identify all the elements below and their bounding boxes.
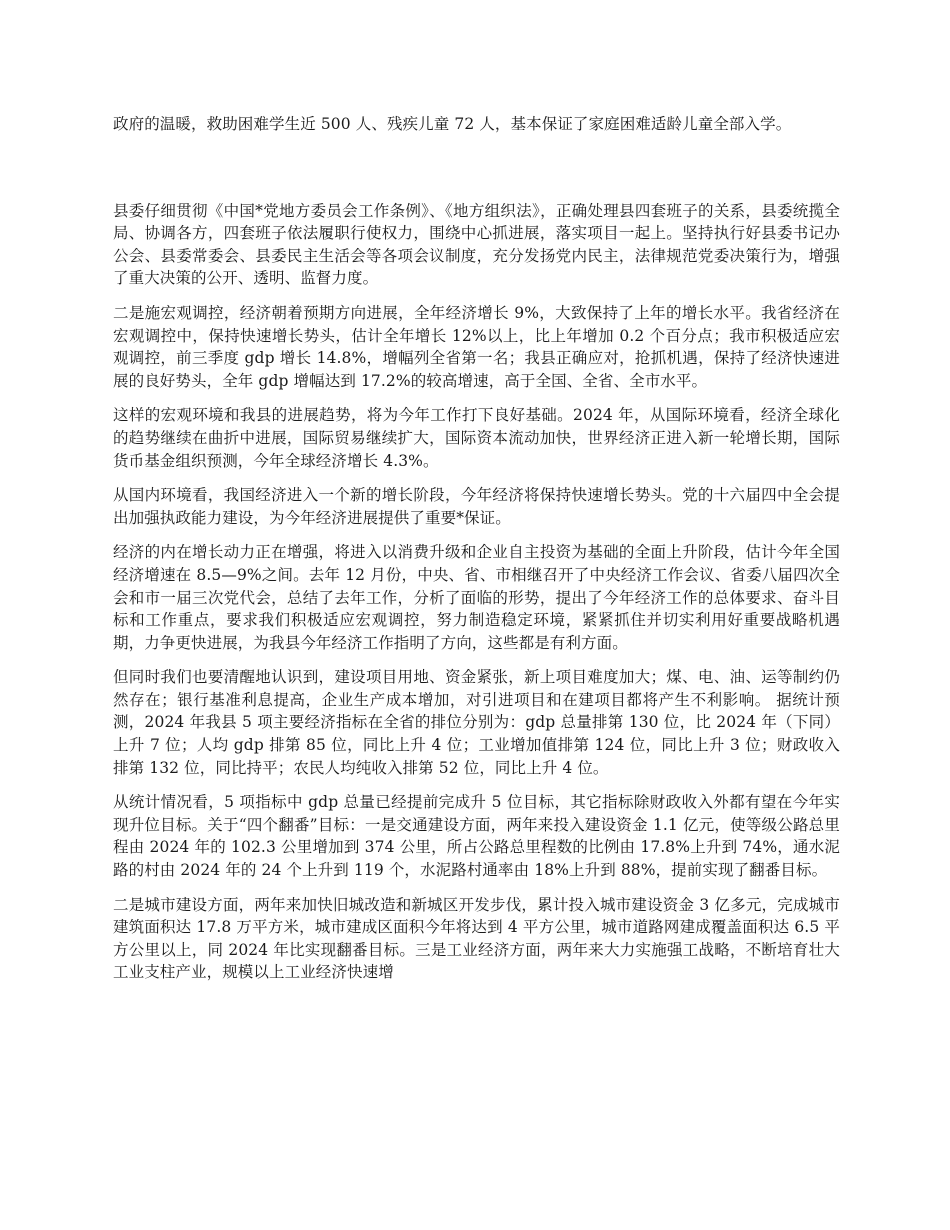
paragraph-county-committee: 县委仔细贯彻《中国*党地方委员会工作条例》、《地方组织法》，正确处理县四套班子的关系，县委统揽全局、协调各方，四套班子依法履职行使权力，围绕中心抓进展，落实项目一起上。坚持执行好县委书记办公会、县委常委会、县委民主生活会等各项会议制度，充分发扬党内民主，法律规范党委决策行为，增强了重大决策的公开、透明、监督力度。 <box>113 201 840 288</box>
paragraph-macro-control: 二是施宏观调控，经济朝着预期方向进展，全年经济增长 9%，大致保持了上年的增长水平。我省经济在宏观调控中，保持快速增长势头，估计全年增长 12%以上，比上年增加 0.2 个百分点；我市积极适应宏观调控，前三季度 gdp 增长 14.8%，增幅列全省第一名；我县正确应对，抢抓机遇，保持了经济快速进展的良好势头，全年 gdp 增幅达到 17.2%的较高增速，高于全国、全省、全市水平。 <box>113 303 840 390</box>
paragraph-education-aid: 政府的温暖，救助困难学生近 500 人、残疾儿童 72 人，基本保证了家庭困难适龄儿童全部入学。 <box>113 115 792 133</box>
paragraph-domestic-environment: 从国内环境看，我国经济进入一个新的增长阶段，今年经济将保持快速增长势头。党的十六届四中全会提出加强执政能力建设，为今年经济进展提供了重要*保证。 <box>113 486 840 527</box>
paragraph-urban-industry: 二是城市建设方面，两年来加快旧城改造和新城区开发步伐，累计投入城市建设资金 3 亿多元，完成城市建筑面积达 17.8 万平方米，城市建成区面积今年将达到 4 平方公里，城市道路网建成覆盖面积达 6.5 平方公里以上，同 2024 年比实现翻番目标。三是工业经济方面，两年来大力实施强工战略，不断培育壮大工业支柱产业，规模以上工业经济快速增 <box>113 895 840 982</box>
paragraph-challenges-rankings: 但同时我们也要清醒地认识到，建设项目用地、资金紧张，新上项目难度加大；煤、电、油、运等制约仍然存在；银行基准利息提高，企业生产成本增加，对引进项目和在建项目都将产生不利影响。 据统计预测，2024 年我县 5 项主要经济指标在全省的排位分别为：gdp 总量排第 130 位，比 2024 年（下同）上升 7 位；人均 gdp 排第 85 位，同比上升 4 位；工业增加值排第 124 位，同比上升 3 位；财政收入排第 132 位，同比持平；农民人均纯收入排第 52 位，同比上升 4 位。 <box>113 668 840 777</box>
paragraph-growth-momentum: 经济的内在增长动力正在增强，将进入以消费升级和企业自主投资为基础的全面上升阶段，估计今年全国经济增速在 8.5—9%之间。去年 12 月份，中央、省、市相继召开了中央经济工作会议、省委八届四次全会和市一届三次党代会，总结了去年工作，分析了面临的形势，提出了今年经济工作的总体要求、奋斗目标和工作重点，要求我们积极适应宏观调控，努力制造稳定环境，紧紧抓住并切实利用好重要战略机遇期，力争更快进展，为我县今年经济工作指明了方向，这些都是有利方面。 <box>113 543 840 652</box>
paragraph-gap <box>113 148 840 200</box>
paragraph-international-environment: 这样的宏观环境和我县的进展趋势，将为今年工作打下良好基础。2024 年，从国际环境看，经济全球化的趋势继续在曲折中进展，国际贸易继续扩大，国际资本流动加快，世界经济正进入新一轮增长期，国际货币基金组织预测，今年全球经济增长 4.3%。 <box>113 406 840 470</box>
document-page <box>113 113 840 996</box>
paragraph-statistics-transport: 从统计情况看，5 项指标中 gdp 总量已经提前完成升 5 位目标，其它指标除财政收入外都有望在今年实现升位目标。关于“四个翻番”目标：一是交通建设方面，两年来投入建设资金 1.1 亿元，使等级公路总里程由 2024 年的 102.3 公里增加到 374 公里，所占公路总里程数的比例由 17.8%上升到 74%，通水泥路的村由 2024 年的 24 个上升到 119 个，水泥路村通率由 18%上升到 88%，提前实现了翻番目标。 <box>113 793 840 880</box>
